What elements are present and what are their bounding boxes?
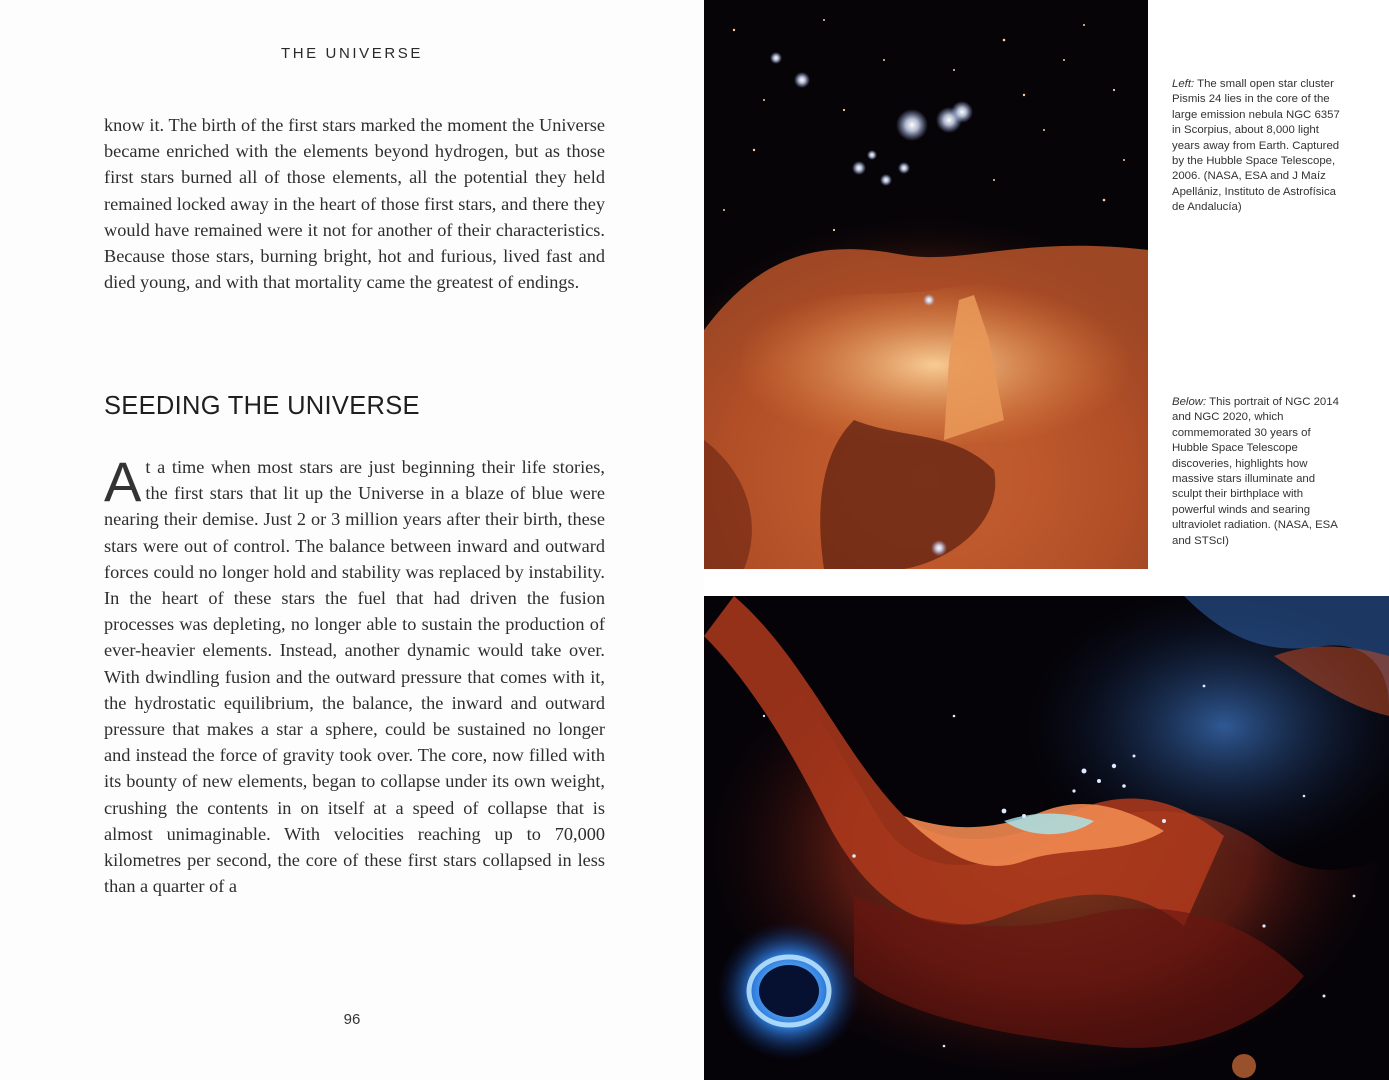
paragraph-2-text: t a time when most stars are just beginning their life stories, the first stars that lit up the Universe in a blaze of blue were nearing their demise. Just 2 or 3 million years after their birth, these stars were out of control. The balance between inward and outward forces could no longer hold and stability was replaced by instability. In the heart of these stars the fuel that had driven the fusion processes was depleting, no longer able to sustain the production of ever-heavier elements. Instead, another dynamic would take over. With dwindling fusion and the outward pressure that comes with it, the hydrostatic equilibrium, the balance, the inward and outward pressure that makes a star a sphere, could be sustained no longer and instead the force of gravity took over. The core, now filled with its bounty of new elements, began to collapse under its own weight, crushing the contents in on itself at a speed of collapse that is almost unimaginable. With velocities reaching up to 70,000 kilometres per second, the core of these first stars collapsed in less than a quarter of a bbox=[104, 457, 605, 897]
star-cluster-nebula-image bbox=[704, 0, 1148, 569]
body-paragraph-1 bbox=[104, 112, 605, 295]
nebula-photo-top bbox=[704, 0, 1148, 569]
section-heading: SEEDING THE UNIVERSE bbox=[104, 392, 420, 420]
photo-caption-top bbox=[1172, 77, 1344, 216]
cosmic-reef-nebula-image bbox=[704, 596, 1389, 1080]
caption-bottom-lead: Below: bbox=[1172, 396, 1207, 408]
running-head: THE UNIVERSE bbox=[280, 45, 424, 62]
caption-top-lead: Left: bbox=[1172, 78, 1195, 90]
nebula-photo-bottom bbox=[704, 596, 1389, 1080]
caption-top-text: The small open star cluster Pismis 24 lies in the core of the large emission nebula NGC 6357 in Scorpius, about 8,000 light years away from Earth. Captured by the Hubble Space Telescope, 2006. (NASA, ESA and J Maíz Apellániz, Instituto de Astrofísica de Andalucía) bbox=[1172, 78, 1340, 214]
photo-caption-bottom bbox=[1172, 395, 1344, 549]
caption-bottom-text: This portrait of NGC 2014 and NGC 2020, which commemorated 30 years of Hubble Space Telescope discoveries, highlights how massive stars illuminate and sculpt their birthplace with powerful winds and searing ultraviolet radiation. (NASA, ESA and STScI) bbox=[1172, 396, 1339, 547]
drop-cap: A bbox=[104, 450, 142, 513]
body-paragraph-2 bbox=[104, 450, 605, 899]
page-number: 96 bbox=[343, 1011, 361, 1028]
paragraph-1-text: know it. The birth of the first stars marked the moment the Universe became enriched with the elements beyond hydrogen, but as those first stars burned all of those elements, all the potential they held remained locked away in the heart of those first stars, and there they would have remained were it not for another of their characteristics. Because those stars, burning bright, hot and furious, lived fast and died young, and with that mortality came the greatest of endings. bbox=[104, 115, 605, 293]
